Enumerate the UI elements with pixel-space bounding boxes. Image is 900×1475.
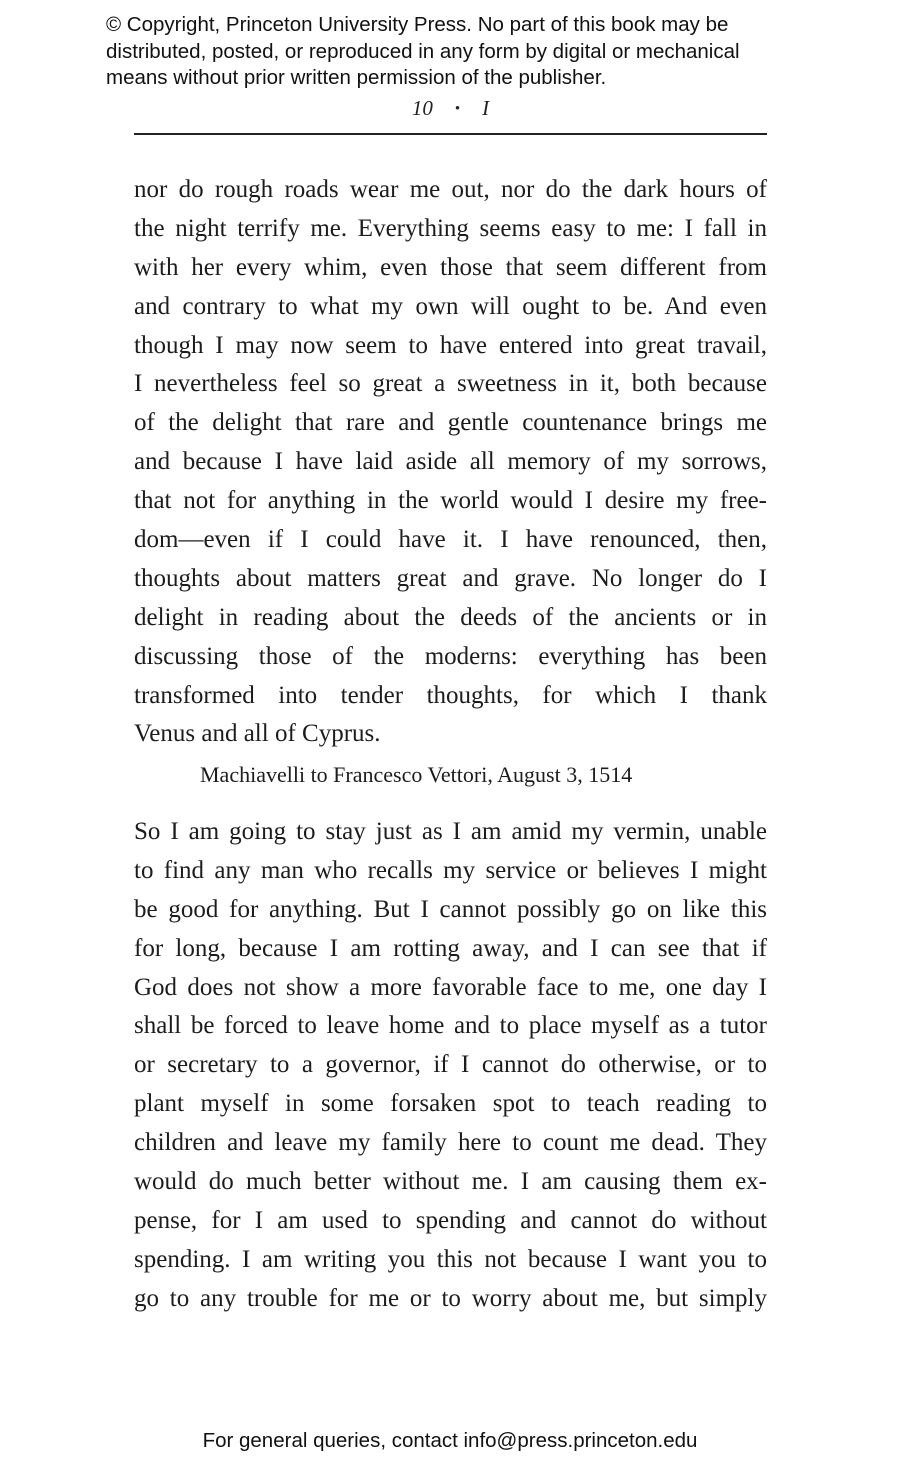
second-quote-paragraph <box>134 813 767 1319</box>
text-line: and because I have laid aside all memory of my sorrows, <box>134 448 767 476</box>
text-line: or secretary to a governor, if I cannot do otherwise, or to <box>134 1051 767 1079</box>
text-line: though I may now seem to have entered into great travail, <box>134 331 767 359</box>
text-line: plant myself in some forsaken spot to teach reading to <box>134 1090 767 1118</box>
text-line: So I am going to stay just as I am amid my vermin, unable <box>134 818 767 845</box>
footer-contact: For general queries, contact info@press.princeton.edu <box>202 1429 698 1452</box>
text-line: nor do rough roads wear me out, nor do the dark hours of <box>134 176 767 203</box>
text-line: that not for anything in the world would I desire my free- <box>134 487 767 515</box>
text-line: pense, for I am used to spending and cannot do without <box>134 1206 767 1234</box>
copyright-line: means without prior written permission of the publisher. <box>106 66 607 89</box>
text-line: God does not show a more favorable face to me, one day I <box>134 973 767 1001</box>
running-head <box>134 94 767 123</box>
section-label: I <box>482 96 490 120</box>
text-line: be good for anything. But I cannot possibly go on like this <box>134 895 767 923</box>
running-head-separator: • <box>454 101 461 117</box>
copyright-line: © Copyright, Princeton University Press. No part of this book may be <box>106 13 729 36</box>
text-line: go to any trouble for me or to worry about me, but simply <box>134 1284 767 1312</box>
text-line: spending. I am writing you this not because I want you to <box>134 1245 767 1273</box>
text-line: children and leave my family here to count me dead. They <box>134 1129 767 1157</box>
text-line: the night terrify me. Everything seems easy to me: I fall in <box>134 214 767 242</box>
quote-paragraph <box>134 171 767 754</box>
copyright-notice <box>106 12 806 92</box>
text-line: discussing those of the moderns: everything has been <box>134 642 767 670</box>
header-rule <box>134 133 767 135</box>
text-line: dom—even if I could have it. I have renounced, then, <box>134 526 767 554</box>
text-line: to find any man who recalls my service or believes I might <box>134 856 767 884</box>
text-line: of the delight that rare and gentle countenance brings me <box>134 409 767 437</box>
text-line: thoughts about matters great and grave. No longer do I <box>134 564 767 592</box>
quote-attribution: Machiavelli to Francesco Vettori, August 3, 1514 <box>200 762 633 787</box>
text-line: with her every whim, even those that seem different from <box>134 253 767 281</box>
text-line: Venus and all of Cyprus. <box>134 720 381 748</box>
text-line: and contrary to what my own will ought to be. And even <box>134 292 767 320</box>
copyright-line: distributed, posted, or reproduced in any form by digital or mechanical <box>106 39 740 63</box>
text-line: delight in reading about the deeds of the ancients or in <box>134 603 767 631</box>
text-line: transformed into tender thoughts, for which I thank <box>134 681 767 709</box>
page-number: 10 <box>411 96 433 120</box>
text-line: for long, because I am rotting away, and I can see that if <box>134 934 767 962</box>
text-line: I nevertheless feel so great a sweetness in it, both because <box>134 370 767 398</box>
text-line: would do much better without me. I am causing them ex- <box>134 1168 767 1196</box>
text-line: shall be forced to leave home and to place myself as a tutor <box>134 1012 767 1040</box>
